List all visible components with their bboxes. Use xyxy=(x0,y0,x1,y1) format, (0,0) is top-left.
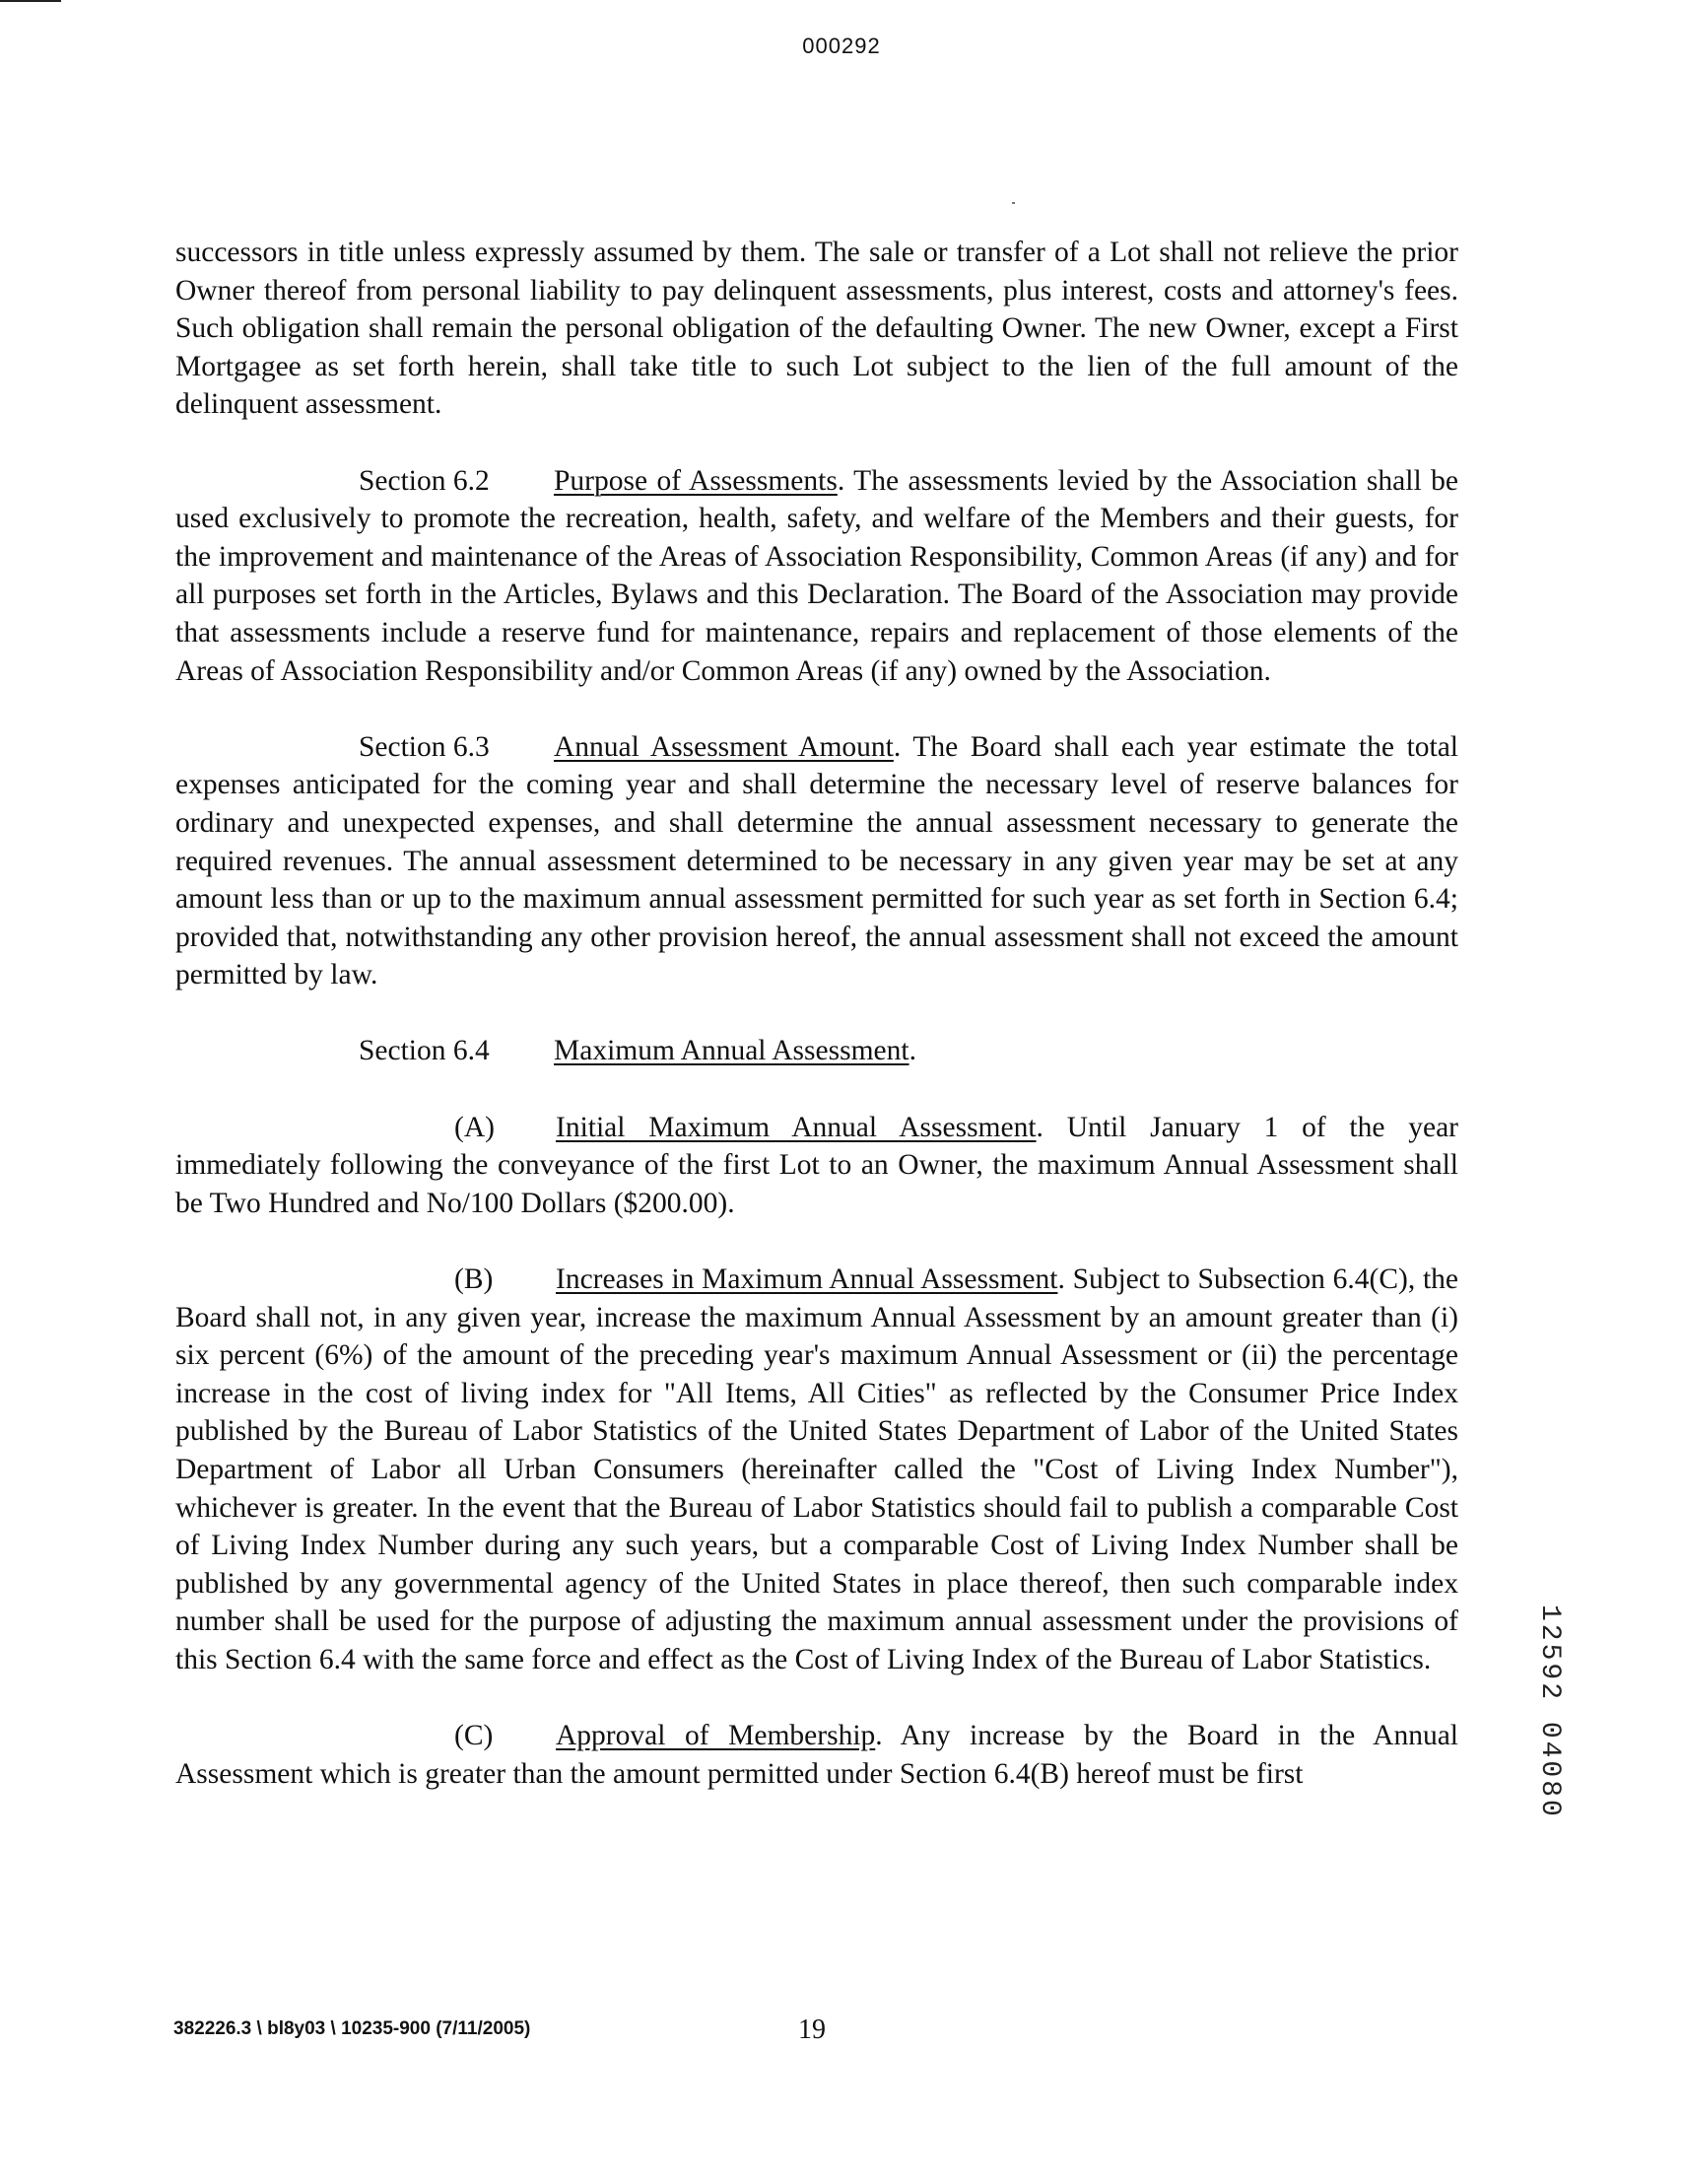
subsection-c: (C) Approval of Membership. Any increase by the Board in the Annual Assessment which is greater than the amount permitted under Section 6.4(B) hereof must be first xyxy=(175,1717,1458,1793)
section-6-2: Section 6.2 Purpose of Assessments. The assessments levied by the Association shall be used exclusively to promote the recreation, health, safety, and welfare of the Members and their guests, for the improvement and maintenance of the Areas of Association Responsibility, Common Areas (if any) and for all purposes set forth in the Articles, Bylaws and this Declaration. The Board of the Association may provide that assessments include a reserve fund for maintenance, repairs and replacement of those elements of the Areas of Association Responsibility and/or Common Areas (if any) owned by the Association. xyxy=(175,462,1458,691)
subsection-letter: (B) xyxy=(454,1263,494,1296)
subsection-b: (B) Increases in Maximum Annual Assessment. Subject to Subsection 6.4(C), the Board shall not, in any given year, increase the maximum Annual Assessment by an amount greater than (i) six percent (6%) of the amount of the preceding year's maximum Annual Assessment or (ii) the percentage increase in the cost of living index for "All Items, All Cities" as reflected by the Consumer Price Index published by the Bureau of Labor Statistics of the United States Department of Labor of the United States Department of Labor all Urban Consumers (hereinafter called the "Cost of Living Index Number"), whichever is greater. In the event that the Bureau of Labor Statistics should fail to publish a comparable Cost of Living Index Number during any such years, but a comparable Cost of Living Index Number shall be published by any governmental agency of the United States in place thereof, then such comparable index number shall be used for the purpose of adjusting the maximum annual assessment under the provisions of this Section 6.4 with the same force and effect as the Cost of Living Index of the Bureau of Labor Statistics. xyxy=(175,1261,1458,1679)
section-text: The assessments levied by the Association shall be used exclusively to promote the recreation, health, safety, and welfare of the Members and their guests, for the improvement and maintenance of the Areas of Association Responsibility, Common Areas (if any) and for all purposes set forth in the Articles, Bylaws and this Declaration. The Board of the Association may provide that assessments include a reserve fund for maintenance, repairs and replacement of those elements of the Areas of Association Responsibility and/or Common Areas (if any) owned by the Association. xyxy=(175,464,1459,687)
section-6-3: Section 6.3 Annual Assessment Amount. The Board shall each year estimate the total expenses anticipated for the coming year and shall determine the necessary level of reserve balances for ordinary and unexpected expenses, and shall determine the annual assessment necessary to generate the required revenues. The annual assessment determined to be necessary in any given year may be set at any amount less than or up to the maximum annual assessment permitted for such year as set forth in Section 6.4; provided that, notwithstanding any other provision hereof, the annual assessment shall not exceed the amount permitted by law. xyxy=(175,728,1458,994)
section-heading: Purpose of Assessments xyxy=(554,464,838,497)
subsection-text: Subject to Subsection 6.4(C), the Board shall not, in any given year, increase the maximum Annual Assessment by an amount greater than (i) six percent (6%) of the amount of the preceding year's maximum Annual Assessment or (ii) the percentage increase in the cost of living index for "All Items, All Cities" as reflected by the Consumer Price Index published by the Bureau of Labor Statistics of the United States Department of Labor of the United States Department of Labor all Urban Consumers (hereinafter called the "Cost of Living Index Number"), whichever is greater. In the event that the Bureau of Labor Statistics should fail to publish a comparable Cost of Living Index Number during any such years, but a comparable Cost of Living Index Number shall be published by any governmental agency of the United States in place thereof, then such comparable index number shall be used for the purpose of adjusting the maximum annual assessment under the provisions of this Section 6.4 with the same force and effect as the Cost of Living Index of the Bureau of Labor Statistics. xyxy=(175,1263,1459,1675)
section-heading: Maximum Annual Assessment xyxy=(554,1035,909,1067)
bates-number: 000292 xyxy=(802,34,881,58)
intro-paragraph: successors in title unless expressly assumed by them. The sale or transfer of a Lot shall not relieve the prior Owner thereof from personal liability to pay delinquent assessments, plus interest, costs and attorney's fees. Such obligation shall remain the personal obligation of the defaulting Owner. The new Owner, except a First Mortgagee as set forth herein, shall take title to such Lot subject to the lien of the full amount of the delinquent assessment. xyxy=(175,237,1458,421)
section-6-4: Section 6.4 Maximum Annual Assessment. xyxy=(175,1032,1458,1070)
subsection-heading: Initial Maximum Annual Assessment xyxy=(556,1111,1037,1143)
footer-document-reference: 382226.3 \ bl8y03 \ 10235-900 (7/11/2005) xyxy=(173,2018,531,2039)
section-number: Section 6.4 xyxy=(359,1035,490,1067)
page-number: 19 xyxy=(798,2014,826,2045)
subsection-a: (A) Initial Maximum Annual Assessment. Until January 1 of the year immediately following the conveyance of the first Lot to an Owner, the maximum Annual Assessment shall be Two Hundred and No/100 Dollars ($200.00). xyxy=(175,1109,1458,1223)
section-heading: Annual Assessment Amount xyxy=(554,730,894,763)
subsection-heading: Approval of Membership xyxy=(556,1720,876,1752)
scan-edge-mark xyxy=(0,0,61,2)
subsection-text: Any increase by the Board in the Annual Assessment which is greater than the amount permitted under Section 6.4(B) hereof must be first xyxy=(175,1720,1458,1790)
subsection-text: Until January 1 of the year immediately following the conveyance of the first Lot to an Owner, the maximum Annual Assessment shall be Two Hundred and No/100 Dollars ($200.00). xyxy=(175,1111,1458,1219)
side-recording-stamp: 12592 04080 xyxy=(1534,1604,1565,1819)
section-number: Section 6.3 xyxy=(359,730,490,763)
subsection-letter: (C) xyxy=(454,1720,494,1752)
subsection-heading: Increases in Maximum Annual Assessment xyxy=(556,1263,1058,1296)
subsection-letter: (A) xyxy=(454,1111,495,1143)
document-body xyxy=(175,234,1458,1793)
section-number: Section 6.2 xyxy=(359,464,490,497)
scan-speck xyxy=(1012,202,1015,204)
section-text: The Board shall each year estimate the total expenses anticipated for the coming year and shall determine the necessary level of reserve balances for ordinary and unexpected expenses, and shall determine the annual assessment necessary to generate the required revenues. The annual assessment determined to be necessary in any given year may be set at any amount less than or up to the maximum annual assessment permitted for such year as set forth in Section 6.4; provided that, notwithstanding any other provision hereof, the annual assessment shall not exceed the amount permitted by law. xyxy=(175,730,1459,991)
